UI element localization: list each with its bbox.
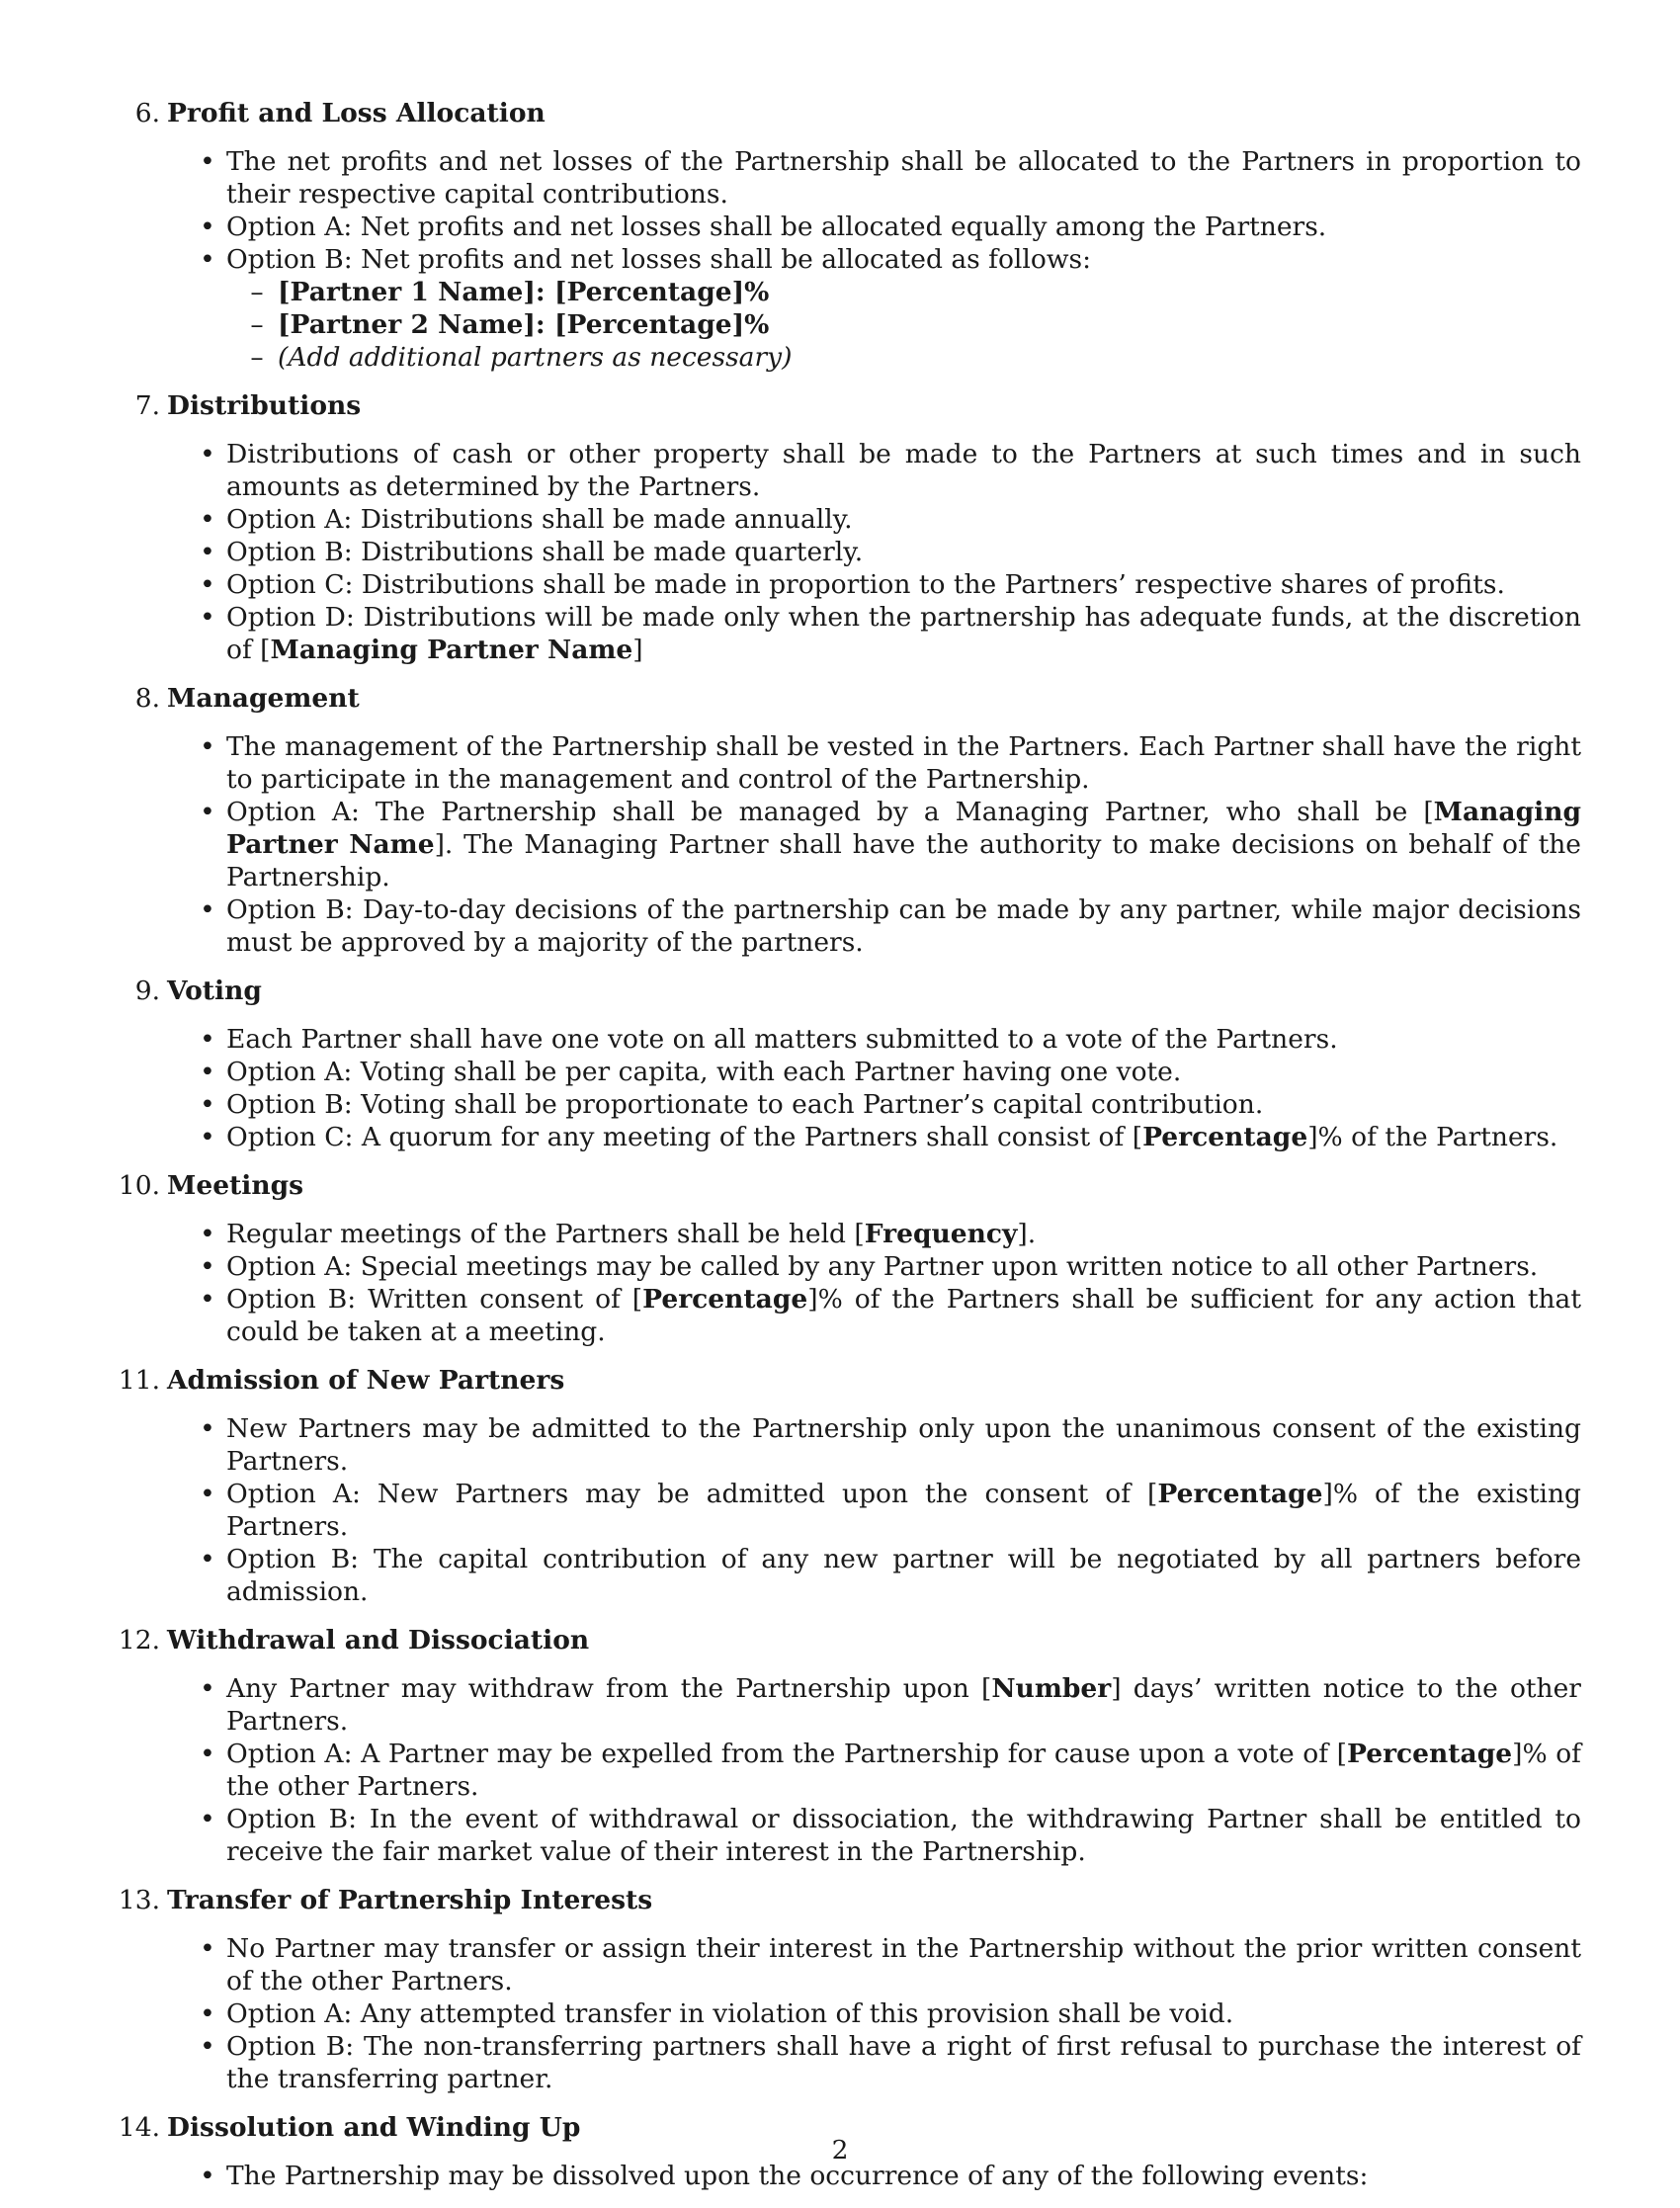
section-number: 7. — [134, 390, 160, 421]
section-title: Distributions — [167, 390, 362, 421]
section-transfer — [118, 1884, 1581, 2095]
section-title: Profit and Loss Allocation — [167, 98, 546, 128]
sub-list-item — [126, 276, 1581, 308]
bullet-icon: • — [200, 1089, 215, 1120]
list-item — [126, 1672, 1581, 1738]
list-item — [126, 1803, 1581, 1868]
placeholder-text: Percentage — [1142, 1122, 1308, 1152]
section-voting — [126, 975, 1581, 1153]
list-item — [126, 1738, 1581, 1803]
list-item — [126, 2030, 1581, 2095]
bullet-icon: • — [200, 504, 215, 535]
item-text: ]. The Managing Partner shall have the authority to make decisions on behalf of the Partnership. — [226, 829, 1581, 892]
list-item — [126, 438, 1581, 503]
sub-item-text: [Partner 2 Name]: [Percentage]% — [278, 309, 770, 340]
bullet-icon: • — [200, 1739, 215, 1769]
item-text: Option A: Distributions shall be made annually. — [226, 504, 853, 535]
item-text: Option B: In the event of withdrawal or dissociation, the withdrawing Partner shall be entitled to receive the fair market value of their interest in the Partnership. — [226, 1804, 1581, 1867]
sub-item-text: [Partner 1 Name]: [Percentage]% — [278, 277, 770, 307]
list-item — [126, 1283, 1581, 1348]
list-item — [126, 796, 1581, 893]
section-heading — [126, 682, 1581, 715]
document-body — [118, 97, 1582, 2208]
item-text: ]. — [1017, 1219, 1037, 1249]
bullet-icon: • — [200, 894, 215, 925]
list-item — [126, 568, 1581, 601]
bullet-icon: • — [200, 439, 215, 469]
item-text: Option A: Voting shall be per capita, with each Partner having one vote. — [226, 1057, 1182, 1087]
item-text: Option B: Voting shall be proportionate to each Partner’s capital contribution. — [226, 1089, 1264, 1120]
bullet-icon: • — [200, 1284, 215, 1315]
item-text: ]% of the Partners shall be sufficient for any action that could be taken at a meeting. — [226, 1284, 1582, 1347]
item-text: Option A: Special meetings may be called by any Partner upon written notice to all other Partners. — [226, 1251, 1539, 1282]
list-item — [126, 503, 1581, 536]
section-number: 9. — [134, 976, 160, 1006]
item-text: Option B: The capital contribution of any new partner will be negotiated by all partners before admission. — [226, 1544, 1581, 1607]
section-title: Management — [167, 683, 360, 714]
section-number: 14. — [118, 2112, 160, 2143]
item-text: Each Partner shall have one vote on all matters submitted to a vote of the Partners. — [226, 1024, 1338, 1055]
section-heading — [118, 1624, 1581, 1656]
item-text: The Partnership may be dissolved upon the occurrence of any of the following events: — [226, 2161, 1369, 2191]
item-text: Option A: Net profits and net losses shall be allocated equally among the Partners. — [226, 212, 1327, 242]
item-text: Option B: The non-transferring partners shall have a right of first refusal to purchase the interest of the transferring partner. — [226, 2031, 1581, 2094]
bullet-icon: • — [200, 1024, 215, 1055]
item-text: The net profits and net losses of the Partnership shall be allocated to the Partners in proportion to their respective capital contributions. — [226, 146, 1581, 210]
list-item — [126, 1997, 1581, 2030]
list-item — [126, 536, 1581, 568]
bullet-icon: • — [200, 797, 215, 827]
section-number: 6. — [134, 98, 160, 128]
list-item — [126, 1023, 1581, 1056]
item-text: ] — [632, 635, 643, 665]
bullet-icon: • — [200, 537, 215, 567]
item-text: Any Partner may withdraw from the Partnership upon [ — [226, 1673, 992, 1704]
section-number: 8. — [134, 683, 160, 714]
section-title: Admission of New Partners — [167, 1365, 565, 1396]
placeholder-text: Percentage — [1157, 1479, 1323, 1509]
list-item — [126, 211, 1581, 243]
bullet-icon: • — [200, 1219, 215, 1249]
section-heading — [118, 1364, 1581, 1397]
section-title: Transfer of Partnership Interests — [167, 1885, 653, 1915]
section-heading — [118, 1884, 1581, 1916]
item-text: No Partner may transfer or assign their interest in the Partnership without the prior written consent of the other Partners. — [226, 1933, 1581, 1996]
sub-list-item — [126, 308, 1581, 341]
bullet-icon: • — [200, 2161, 215, 2191]
bullet-icon: • — [200, 1057, 215, 1087]
bullet-icon: • — [200, 244, 215, 275]
dash-icon: – — [250, 342, 264, 373]
list-item — [126, 1218, 1581, 1250]
item-text: Option B: Distributions shall be made quarterly. — [226, 537, 864, 567]
item-text: New Partners may be admitted to the Partnership only upon the unanimous consent of the existing Partners. — [226, 1413, 1581, 1477]
list-item — [126, 1478, 1581, 1543]
bullet-icon: • — [200, 1804, 215, 1834]
section-management — [126, 682, 1581, 959]
list-item — [126, 243, 1581, 276]
section-number: 11. — [118, 1365, 160, 1396]
item-text: Option C: Distributions shall be made in proportion to the Partners’ respective shares of profits. — [226, 569, 1505, 600]
item-text: Regular meetings of the Partners shall be held [ — [226, 1219, 865, 1249]
sub-list-item — [126, 341, 1581, 374]
bullet-icon: • — [200, 1544, 215, 1574]
item-text: Option C: A quorum for any meeting of the Partners shall consist of [ — [226, 1122, 1143, 1152]
section-meetings — [118, 1169, 1582, 1348]
bullet-icon: • — [200, 2031, 215, 2062]
section-heading — [126, 389, 1581, 422]
placeholder-text: Number — [991, 1673, 1112, 1704]
list-item — [126, 1056, 1581, 1088]
list-item — [126, 601, 1581, 666]
item-text: Option B: Day-to-day decisions of the partnership can be made by any partner, while major decisions must be approved by a majority of the partners. — [226, 894, 1581, 958]
item-text: ]% of the other Partners. — [226, 1739, 1581, 1802]
section-title: Dissolution and Winding Up — [167, 2112, 581, 2143]
placeholder-text: Percentage — [642, 1284, 808, 1315]
section-withdrawal — [118, 1624, 1581, 1868]
bullet-icon: • — [200, 1122, 215, 1152]
section-profit-and-loss — [126, 97, 1581, 374]
section-heading — [126, 975, 1581, 1007]
section-heading — [118, 1169, 1581, 1202]
page-number: 2 — [831, 2135, 849, 2166]
item-text: The management of the Partnership shall be vested in the Partners. Each Partner shall have the right to participate in the management and control of the Partnership. — [226, 731, 1581, 795]
section-number: 12. — [118, 1625, 160, 1656]
item-text: Distributions of cash or other property shall be made to the Partners at such times and in such amounts as determined by the Partners. — [226, 439, 1581, 502]
bullet-icon: • — [200, 1933, 215, 1964]
bullet-icon: • — [200, 602, 215, 633]
item-text: Option A: A Partner may be expelled from the Partnership for cause upon a vote of [ — [226, 1739, 1347, 1769]
bullet-icon: • — [200, 1998, 215, 2029]
dash-icon: – — [250, 309, 264, 340]
item-text: Option B: Net profits and net losses shall be allocated as follows: — [226, 244, 1092, 275]
section-title: Withdrawal and Dissociation — [167, 1625, 590, 1656]
list-item — [126, 145, 1581, 211]
section-title: Voting — [167, 976, 262, 1006]
bullet-icon: • — [200, 146, 215, 177]
bullet-icon: • — [200, 1413, 215, 1444]
placeholder-text: Managing Partner Name — [226, 797, 1581, 860]
section-distributions — [126, 389, 1581, 666]
item-text: Option D: Distributions will be made only when the partnership has adequate funds, at the discretion of [ — [226, 602, 1581, 665]
section-title: Meetings — [167, 1170, 304, 1201]
item-text: ] days’ written notice to the other Partners. — [226, 1673, 1581, 1737]
section-heading — [126, 97, 1581, 129]
item-text: Option A: New Partners may be admitted upon the consent of [ — [226, 1479, 1158, 1509]
bullet-icon: • — [200, 1251, 215, 1282]
sub-item-text: (Add additional partners as necessary) — [278, 342, 793, 373]
list-item — [126, 1543, 1581, 1608]
list-item — [126, 1250, 1581, 1283]
section-number: 10. — [118, 1170, 160, 1201]
item-text: Option A: Any attempted transfer in violation of this provision shall be void. — [226, 1998, 1234, 2029]
list-item — [126, 1932, 1581, 1997]
item-text: ]% of the existing Partners. — [226, 1479, 1582, 1542]
item-text: Option B: Written consent of [ — [226, 1284, 643, 1315]
placeholder-text: Managing Partner Name — [270, 635, 633, 665]
bullet-icon: • — [200, 1479, 215, 1509]
list-item — [126, 893, 1581, 959]
section-admission — [118, 1364, 1582, 1608]
list-item — [126, 1088, 1581, 1121]
placeholder-text: Percentage — [1347, 1739, 1513, 1769]
bullet-icon: • — [200, 212, 215, 242]
bullet-icon: • — [200, 569, 215, 600]
item-text: ]% of the Partners. — [1307, 1122, 1558, 1152]
bullet-icon: • — [200, 731, 215, 762]
section-number: 13. — [118, 1885, 160, 1915]
item-text: Option A: The Partnership shall be managed by a Managing Partner, who shall be [ — [226, 797, 1434, 827]
placeholder-text: Frequency — [864, 1219, 1018, 1249]
list-item — [126, 730, 1581, 796]
list-item — [126, 1121, 1581, 1153]
dash-icon: – — [250, 277, 264, 307]
list-item — [126, 1412, 1581, 1478]
bullet-icon: • — [200, 1673, 215, 1704]
